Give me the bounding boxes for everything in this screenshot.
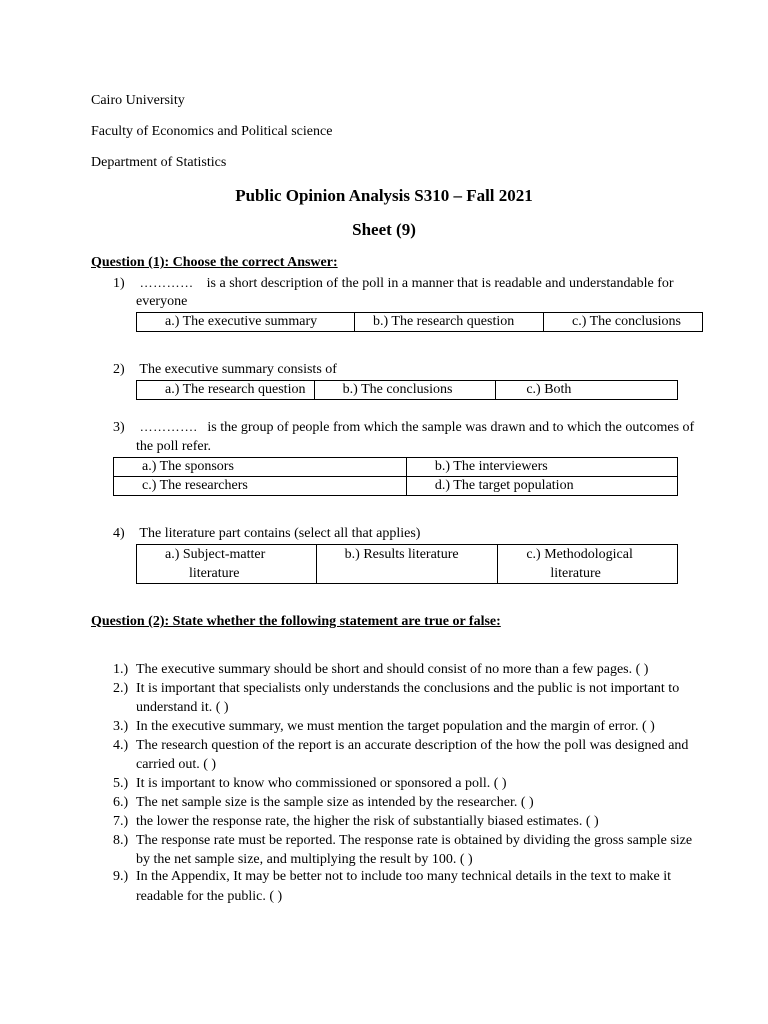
list-item bbox=[113, 736, 688, 756]
option-a-label: a.) Subject-matter bbox=[165, 547, 266, 562]
item-number: 9.) bbox=[113, 869, 129, 884]
item-text-cont: carried out. ( ) bbox=[136, 757, 217, 772]
option-c-label: c.) Methodological bbox=[526, 547, 633, 562]
option-b-label: b.) Results literature bbox=[344, 547, 459, 562]
option-c[interactable] bbox=[498, 545, 678, 584]
item-text-cont: understand it. ( ) bbox=[136, 700, 229, 715]
q1-item-1-number: 1) bbox=[113, 276, 125, 291]
item-number: 8.) bbox=[113, 833, 129, 848]
faculty-name: Faculty of Economics and Political science bbox=[91, 124, 333, 139]
q1-item-1-options bbox=[136, 312, 703, 332]
item-text: The response rate must be reported. The response rate is obtained by dividing the gross sample size bbox=[136, 833, 693, 848]
option-a[interactable]: a.) The research question bbox=[137, 381, 315, 400]
item-number: 1.) bbox=[113, 662, 129, 677]
department-name: Department of Statistics bbox=[91, 155, 227, 170]
item-text: the lower the response rate, the higher the risk of substantially biased estimates. ( ) bbox=[136, 814, 599, 829]
item-number: 2.) bbox=[113, 681, 129, 696]
option-c[interactable]: c.) Both bbox=[496, 381, 678, 400]
q1-item-1-text: is a short description of the poll in a manner that is readable and understandable for bbox=[206, 276, 674, 291]
list-item bbox=[113, 660, 648, 680]
list-item bbox=[113, 812, 599, 832]
q1-item-1-line bbox=[113, 273, 674, 294]
university-name: Cairo University bbox=[91, 93, 185, 108]
item-text-cont: readable for the public. ( ) bbox=[136, 889, 283, 904]
q1-item-4-number: 4) bbox=[113, 526, 125, 541]
item-number: 4.) bbox=[113, 738, 129, 753]
q1-item-2-options bbox=[136, 380, 678, 400]
option-a[interactable]: a.) The executive summary bbox=[137, 313, 355, 332]
option-d[interactable]: d.) The target population bbox=[406, 477, 677, 496]
q1-item-3-text-cont: the poll refer. bbox=[136, 439, 212, 454]
option-a[interactable]: a.) The sponsors bbox=[114, 458, 407, 477]
option-c-cont: literature bbox=[550, 566, 601, 581]
q1-item-4-text: The literature part contains (select all that applies) bbox=[139, 526, 421, 541]
course-title: Public Opinion Analysis S310 – Fall 2021 bbox=[235, 186, 533, 205]
q1-item-3-number: 3) bbox=[113, 420, 125, 435]
item-text-cont: by the net sample size, and multiplying the result by 100. ( ) bbox=[136, 852, 473, 867]
list-item bbox=[113, 717, 655, 737]
q1-item-2-text: The executive summary consists of bbox=[139, 362, 337, 377]
question-2-heading: Question (2): State whether the following statement are true or false: bbox=[91, 614, 501, 629]
q1-item-3-text: is the group of people from which the sample was drawn and to which the outcomes of bbox=[207, 420, 695, 435]
list-item bbox=[113, 793, 534, 813]
q1-item-3-line bbox=[113, 417, 694, 438]
q1-item-4-line bbox=[113, 524, 420, 544]
option-c[interactable]: c.) The researchers bbox=[114, 477, 407, 496]
item-number: 7.) bbox=[113, 814, 129, 829]
item-number: 6.) bbox=[113, 795, 129, 810]
list-item bbox=[113, 831, 692, 851]
item-text: In the Appendix, It may be better not to include too many technical details in the text to make it bbox=[136, 869, 671, 884]
q1-item-2-number: 2) bbox=[113, 362, 125, 377]
option-b[interactable]: b.) The interviewers bbox=[406, 458, 677, 477]
item-text: In the executive summary, we must mention the target population and the margin of error. ( ) bbox=[136, 719, 655, 734]
option-a-cont: literature bbox=[189, 566, 240, 581]
q1-item-4-options bbox=[136, 544, 678, 584]
sheet-title: Sheet (9) bbox=[352, 220, 416, 239]
q1-item-2-line bbox=[113, 360, 337, 380]
option-b[interactable] bbox=[316, 545, 498, 584]
list-item bbox=[113, 679, 679, 699]
option-b[interactable]: b.) The conclusions bbox=[314, 381, 496, 400]
q1-item-1-text-cont: everyone bbox=[136, 294, 188, 309]
item-text: It is important that specialists only understands the conclusions and the public is not important to bbox=[136, 681, 680, 696]
item-number: 5.) bbox=[113, 776, 129, 791]
item-text: The net sample size is the sample size as intended by the researcher. ( ) bbox=[136, 795, 534, 810]
item-text: The research question of the report is an accurate description of the how the poll was designed and bbox=[136, 738, 689, 753]
option-c[interactable]: c.) The conclusions bbox=[544, 313, 703, 332]
option-b[interactable]: b.) The research question bbox=[355, 313, 544, 332]
q1-item-3-options bbox=[113, 457, 678, 496]
item-text: The executive summary should be short and should consist of no more than a few pages. ( ) bbox=[136, 662, 649, 677]
option-a[interactable] bbox=[137, 545, 317, 584]
item-text: It is important to know who commissioned or sponsored a poll. ( ) bbox=[136, 776, 507, 791]
list-item bbox=[113, 867, 671, 887]
list-item bbox=[113, 774, 507, 794]
question-1-heading: Question (1): Choose the correct Answer: bbox=[91, 255, 338, 270]
item-number: 3.) bbox=[113, 719, 129, 734]
q1-item-1-blank: ………… bbox=[139, 275, 194, 290]
q1-item-3-blank: …………. bbox=[139, 419, 198, 434]
